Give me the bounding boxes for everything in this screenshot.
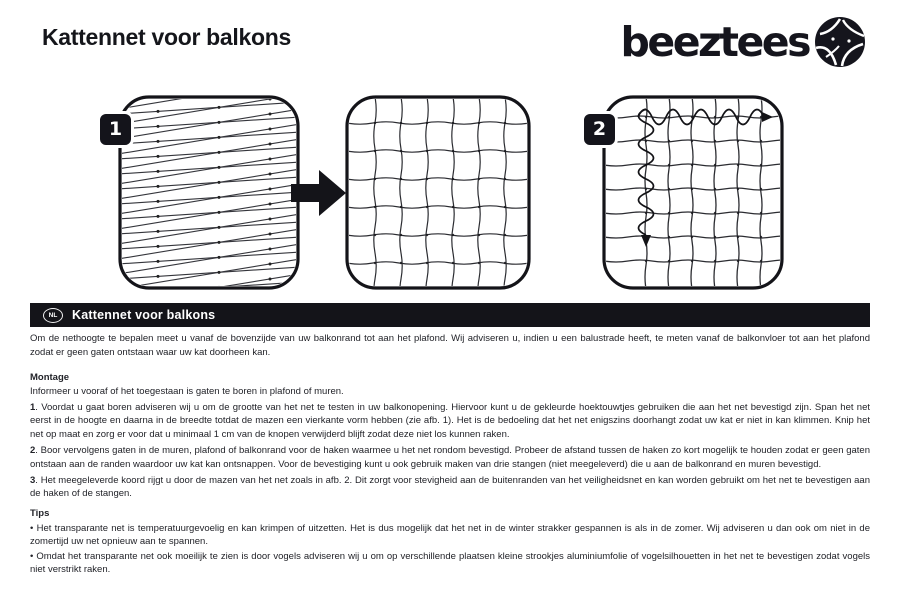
- figure-1-number-badge: 1: [97, 111, 134, 148]
- step-3-paragraph: [30, 474, 870, 501]
- section-bar-title: Kattennet voor balkons: [72, 308, 216, 322]
- instruction-text: [30, 332, 870, 577]
- step-2-text: . Boor vervolgens gaten in de muren, plafond of balkonrand voor de haken waarmee u het net rondom bevestigd. Probeer de afstand tussen de haken zo kort mogelijk te houden zodat er geen gaten ontstaan aan de randen waardoor uw kat kan ontsnappen. Voor de bevestiging kunt u ook gebruik maken van drie stangen (niet meegeleverd) die u aan de balkonrand en muren bevestigd.: [30, 445, 870, 470]
- brand-logo: [621, 16, 866, 68]
- illustration-row: [0, 95, 900, 295]
- step-3-text: . Het meegeleverde koord rijgt u door de mazen van het net zoals in afb. 2. Dit zorgt voor stevigheid aan de buitenranden van het veiligheidsnet en kan worden gebruikt om het net te bevestigen aan de haken of de stangen.: [30, 474, 870, 500]
- figure-2-number-badge: 2: [581, 111, 618, 148]
- step-1-text: . Voordat u gaat boren adviseren wij u om de grootte van het net te testen in uw balkonopening. Hiervoor kunt u de gekleurde hoektouwtjes gebruiken die aan het net bevestigd zijn. Span het net eerst in de hoogte en daarna in de breedte totdat de mazen een vierkante vorm hebben (zie afb. 1). Het is de bedoeling dat het net enigszins doorhangt zodat uw kat er niet in kan klimmen. Knip het net op maat en zorg er voor dat u minimaal 1 cm van de knopen verwijderd blijft zodat deze niet los kunnen raken.: [30, 401, 870, 441]
- right-arrow-icon: [291, 167, 349, 219]
- montage-heading: Montage: [30, 372, 70, 384]
- montage-intro: Informeer u vooraf of het toegestaan is gaten te boren in plafond of muren.: [30, 385, 344, 397]
- animal-globe-icon: [814, 16, 866, 68]
- intro-paragraph: Om de nethoogte te bepalen meet u vanaf de bovenzijde van uw balkonrand tot aan het plafond. Wij adviseren u, indien u een balustrade heeft, te meten vanaf de balkonvloer tot aan het plafond zodat er geen gaten ontstaan waar uw kat doorheen kan.: [30, 333, 870, 358]
- net-cord-threading-illustration: [602, 95, 784, 290]
- language-badge: NL: [43, 308, 63, 323]
- tip-1-paragraph: • Het transparante net is temperatuurgevoelig en kan krimpen of uitzetten. Het is dus mogelijk dat het net in de winter strakker gespannen is als in de zomer. Wij adviseren u dan ook om niet in de zomertijd uw net opnieuw aan te spannen.: [30, 522, 870, 548]
- net-untensioned-illustration: [118, 95, 300, 290]
- brand-wordmark: beeztees: [620, 17, 809, 66]
- step-2-paragraph: [30, 444, 870, 471]
- page-title: Kattennet voor balkons: [42, 24, 291, 50]
- step-2-number: 2: [30, 445, 36, 457]
- net-square-mesh-illustration: [345, 95, 531, 290]
- step-1-paragraph: [30, 401, 870, 442]
- step-1-number: 1: [30, 401, 36, 413]
- tips-heading: Tips: [30, 508, 50, 520]
- tip-2-paragraph: • Omdat het transparante net ook moeilijk te zien is door vogels adviseren wij u om op verschillende plaatsen kleine strookjes aluminiumfolie of vogelsilhouetten in het net te bevestigen zodat vogels niet verstrikt raken.: [30, 550, 870, 576]
- section-header-bar: [30, 303, 870, 327]
- step-3-number: 3: [30, 474, 36, 486]
